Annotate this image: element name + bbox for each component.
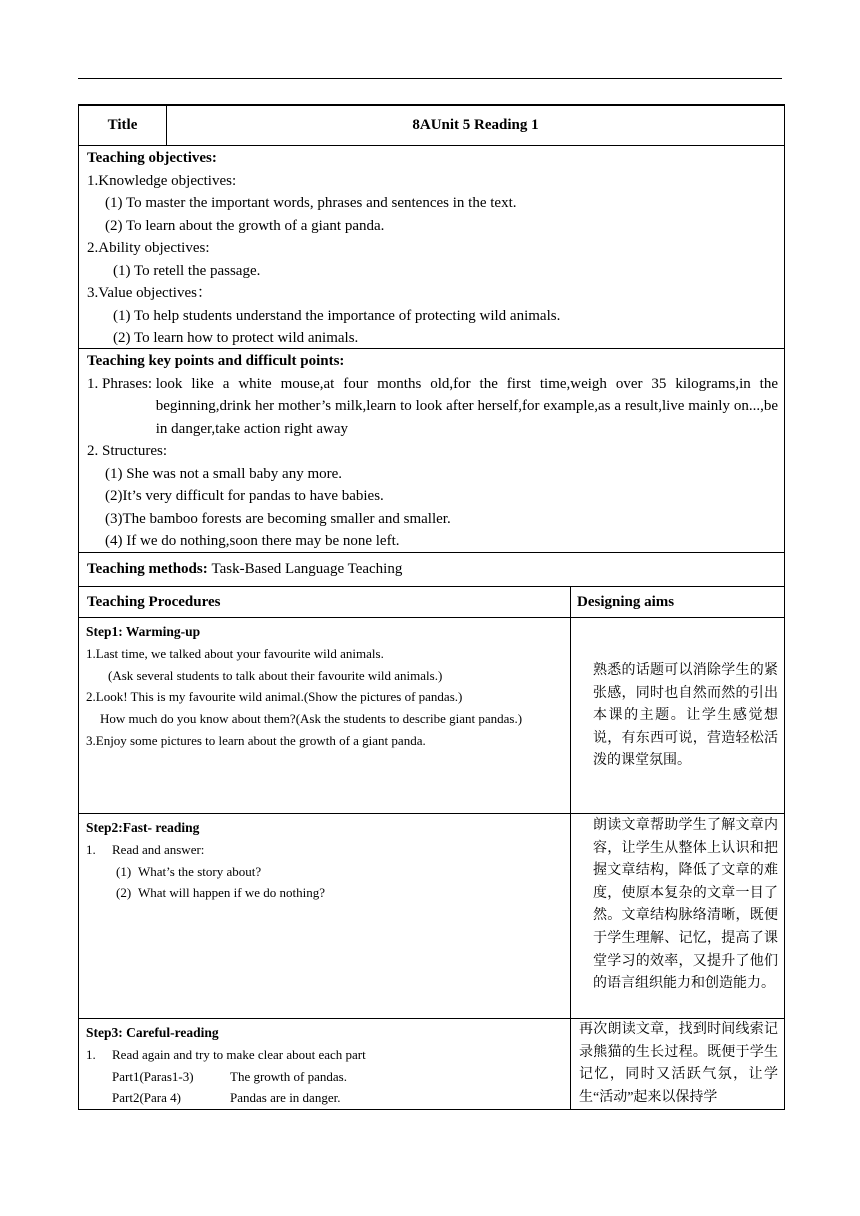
step2-instruction: Read and answer:	[112, 841, 205, 857]
structure-item: (3)The bamboo forests are becoming smaller and smaller.	[105, 510, 451, 527]
step2-question	[86, 882, 564, 904]
methods-cell	[79, 561, 784, 578]
structure-item: (4) If we do nothing,soon there may be none left.	[105, 533, 400, 549]
ability-title: 2.Ability objectives:	[87, 240, 210, 256]
step2-aim: 朗读文章帮助学生了解文章内容，让学生从整体上认识和把握文章结构，降低了文章的难度，使原本复杂的文章一目了然。文章结构脉络清晰，既便于学生理解、记忆，提高了课堂学习的效率，又提升了他们的语言组织能力和创造能力。	[593, 818, 778, 992]
step1-line: 1.Last time, we talked about your favourite wild animals.	[86, 645, 384, 661]
step3-part	[86, 1066, 564, 1088]
q1-num: (1)	[116, 863, 132, 879]
q2-text: What will happen if we do nothing?	[138, 885, 326, 901]
phrases-label: 1. Phrases:	[87, 375, 156, 392]
step1-line: 2.Look! This is my favourite wild animal.(Show the pictures of pandas.)	[86, 689, 463, 705]
structure-item: (1) She was not a small baby any more.	[105, 465, 343, 482]
structures-title: 2. Structures:	[87, 443, 167, 459]
step3-part	[86, 1087, 564, 1109]
q1-text: What’s the story about?	[138, 863, 262, 879]
step2-row	[79, 814, 784, 1019]
step2-line	[86, 839, 564, 861]
objectives-cell	[79, 146, 784, 348]
title-label: Title	[79, 106, 167, 145]
q2-num: (2)	[116, 885, 132, 901]
step1-line: 3.Enjoy some pictures to learn about the growth of a giant panda.	[86, 732, 426, 748]
value-title: 3.Value objectives：	[87, 285, 212, 301]
objectives-row	[79, 146, 784, 349]
ability-item: (1) To retell the passage.	[113, 262, 261, 279]
methods-value: Task-Based Language Teaching	[211, 561, 403, 577]
methods-row	[79, 553, 784, 587]
step1-row	[79, 618, 784, 814]
aims-header: Designing aims	[577, 593, 675, 610]
title-row	[79, 106, 784, 146]
step3-title: Step3: Careful-reading	[86, 1025, 219, 1040]
step1-line: How much do you know about them?(Ask the students to describe giant pandas.)	[100, 711, 523, 727]
part1-text: The growth of pandas.	[230, 1068, 347, 1084]
knowledge-item: (2) To learn about the growth of a giant panda.	[105, 217, 385, 234]
knowledge-title: 1.Knowledge objectives:	[87, 172, 237, 189]
step2-num: 1.	[86, 841, 96, 857]
lesson-title: 8AUnit 5 Reading 1	[412, 117, 539, 133]
step2-cell	[79, 814, 571, 1018]
part2-label: Part2(Para 4)	[112, 1090, 181, 1106]
knowledge-item: (1) To master the important words, phrases and sentences in the text.	[105, 195, 517, 211]
structure-item: (2)It’s very difficult for pandas to have babies.	[105, 488, 384, 504]
part1-label: Part1(Paras1-3)	[112, 1068, 194, 1084]
value-item: (1) To help students understand the importance of protecting wild animals.	[113, 307, 561, 324]
step1-title: Step1: Warming-up	[86, 624, 201, 639]
key-points-row	[79, 349, 784, 553]
procedures-header: Teaching Procedures	[79, 587, 571, 617]
value-item: (2) To learn how to protect wild animals.	[113, 330, 359, 346]
objectives-heading: Teaching objectives:	[87, 150, 217, 166]
lesson-plan-table	[78, 104, 785, 1110]
step3-cell	[79, 1019, 571, 1109]
key-points-heading: Teaching key points and difficult points:	[87, 353, 345, 369]
step3-aim: 再次朗读文章，找到时间线索记录熊猫的生长过程。既便于学生记忆，同时又活跃气氛，让学生“活动”起来以保持学	[579, 1022, 778, 1105]
step3-instruction: Read again and try to make clear about each part	[112, 1046, 366, 1062]
step3-row	[79, 1019, 784, 1109]
step1-line: (Ask several students to talk about their favourite wild animals.)	[108, 667, 443, 683]
phrases-item	[87, 373, 778, 441]
step3-num: 1.	[86, 1046, 96, 1062]
procedures-header-row	[79, 587, 784, 618]
step1-cell	[79, 618, 571, 813]
step2-title: Step2:Fast- reading	[86, 820, 200, 835]
step1-aim: 熟悉的话题可以消除学生的紧张感，同时也自然而然的引出本课的主题。让学生感觉想说，有东西可说，营造轻松活泼的课堂氛围。	[593, 663, 778, 769]
step2-question	[86, 861, 564, 883]
key-points-cell	[79, 349, 784, 552]
methods-label: Teaching methods:	[87, 561, 212, 577]
part2-text: Pandas are in danger.	[230, 1090, 341, 1106]
phrases-text: look like a white mouse,at four months old,for the first time,weigh over 35 kilograms,in the beginning,drink her mother’s milk,learn to look after herself,for example,as a result,live mainly on...,be in danger,take action right away	[155, 375, 778, 437]
header-rule	[78, 78, 782, 79]
step3-line	[86, 1044, 564, 1066]
